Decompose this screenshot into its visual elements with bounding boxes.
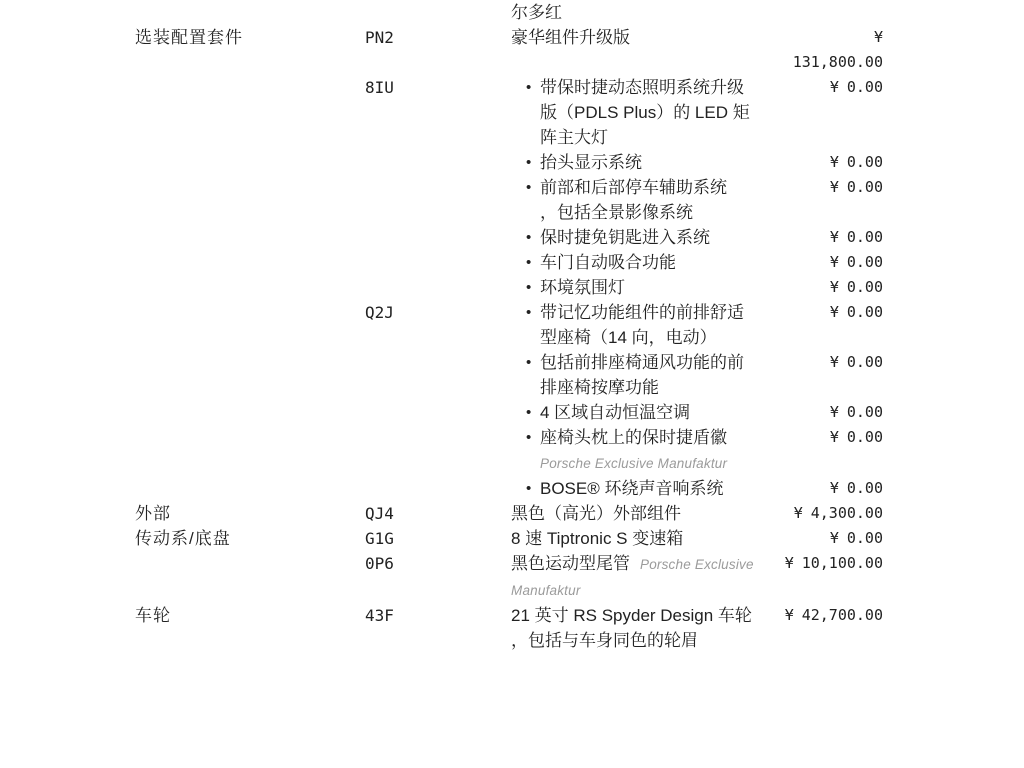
price-amount: 0.00 bbox=[846, 253, 883, 271]
currency-symbol: ¥ bbox=[829, 479, 839, 497]
currency-symbol: ¥ bbox=[784, 554, 794, 572]
price-cell bbox=[765, 225, 883, 250]
currency-symbol: ¥ bbox=[829, 178, 839, 196]
price-amount: 0.00 bbox=[846, 529, 883, 547]
price-cell bbox=[765, 476, 883, 501]
price-amount: 0.00 bbox=[846, 303, 883, 321]
description-text: BOSE® 环绕声音响系统 bbox=[540, 479, 724, 498]
description-line bbox=[511, 75, 765, 100]
category-cell bbox=[135, 350, 365, 400]
price-amount: 42,700.00 bbox=[801, 606, 883, 624]
description-text: 排座椅按摩功能 bbox=[540, 378, 659, 397]
bullet-icon: • bbox=[526, 154, 532, 171]
code-cell bbox=[365, 425, 511, 476]
description-line bbox=[511, 628, 765, 653]
description-line bbox=[511, 375, 765, 400]
price-amount: 0.00 bbox=[846, 78, 883, 96]
currency-symbol: ¥ bbox=[829, 303, 839, 321]
description-cell bbox=[511, 551, 765, 603]
description-cell bbox=[511, 501, 765, 526]
description-text: 21 英寸 RS Spyder Design 车轮 bbox=[511, 606, 752, 625]
category-cell bbox=[135, 425, 365, 476]
price-cell bbox=[765, 400, 883, 425]
category-cell bbox=[135, 175, 365, 225]
price-cell bbox=[765, 275, 883, 300]
description-line bbox=[511, 350, 765, 375]
config-row bbox=[135, 300, 883, 350]
code-cell bbox=[365, 175, 511, 225]
price-cell bbox=[765, 150, 883, 175]
description-line bbox=[511, 501, 765, 526]
config-row bbox=[135, 225, 883, 250]
bullet-icon: • bbox=[526, 179, 532, 196]
category-cell bbox=[135, 300, 365, 350]
price-cell bbox=[765, 175, 883, 225]
description-line bbox=[511, 400, 765, 425]
description-line bbox=[511, 325, 765, 350]
currency-symbol: ¥ bbox=[829, 403, 839, 421]
currency-symbol: ¥ bbox=[829, 353, 839, 371]
price-cell bbox=[765, 603, 883, 653]
price-amount: 0.00 bbox=[846, 428, 883, 446]
currency-symbol: ¥ bbox=[829, 278, 839, 296]
description-line bbox=[511, 476, 765, 501]
price-cell bbox=[765, 425, 883, 476]
description-text: 黑色运动型尾管 bbox=[511, 554, 630, 573]
note-line bbox=[511, 450, 765, 476]
description-line bbox=[511, 100, 765, 125]
bullet-icon: • bbox=[526, 404, 532, 421]
description-line bbox=[511, 225, 765, 250]
description-text: 车门自动吸合功能 bbox=[540, 253, 676, 272]
bullet-icon: • bbox=[526, 254, 532, 271]
config-row bbox=[135, 175, 883, 225]
price-cell bbox=[765, 250, 883, 275]
currency-symbol: ¥ bbox=[829, 78, 839, 96]
description-text: 型座椅（14 向，电动） bbox=[540, 328, 717, 347]
currency-symbol: ¥ bbox=[829, 228, 839, 246]
bullet-icon: • bbox=[526, 480, 532, 497]
code-cell: PN2 bbox=[365, 28, 394, 47]
description-cell bbox=[511, 175, 765, 225]
price-amount: 10,100.00 bbox=[801, 554, 883, 572]
description-text: 带记忆功能组件的前排舒适 bbox=[540, 303, 744, 322]
description-cell bbox=[511, 25, 765, 75]
price-amount: 0.00 bbox=[846, 153, 883, 171]
code-cell: Q2J bbox=[365, 303, 394, 322]
description-line bbox=[511, 150, 765, 175]
code-cell bbox=[365, 400, 511, 425]
description-line bbox=[511, 200, 765, 225]
price-cell bbox=[765, 75, 883, 150]
description-text: 包括前排座椅通风功能的前 bbox=[540, 353, 744, 372]
price-cell bbox=[765, 300, 883, 350]
price bbox=[781, 350, 883, 375]
description-text: 阵主大灯 bbox=[540, 128, 608, 147]
price-amount: 0.00 bbox=[846, 178, 883, 196]
description-line bbox=[511, 275, 765, 300]
price bbox=[781, 551, 883, 576]
price-cell bbox=[765, 25, 883, 75]
category-cell bbox=[135, 551, 365, 603]
price bbox=[781, 400, 883, 425]
description-cell bbox=[511, 476, 765, 501]
description-cell bbox=[511, 300, 765, 350]
price-cell bbox=[765, 526, 883, 551]
description-text: 版（PDLS Plus）的 LED 矩 bbox=[540, 103, 750, 122]
currency-symbol: ¥ bbox=[829, 529, 839, 547]
description-text: 带保时捷动态照明系统升级 bbox=[540, 78, 744, 97]
category-cell bbox=[135, 250, 365, 275]
description-cell bbox=[511, 425, 765, 476]
category-cell bbox=[135, 225, 365, 250]
config-row bbox=[135, 0, 883, 25]
description-text: 4 区域自动恒温空调 bbox=[540, 403, 691, 422]
price-cell bbox=[765, 501, 883, 526]
description-line bbox=[511, 425, 765, 450]
exclusive-manufaktur-note: Porsche Exclusive Manufaktur bbox=[511, 557, 754, 598]
description-text: ，包括与车身同色的轮眉 bbox=[511, 631, 698, 650]
category-cell: 选装配置套件 bbox=[135, 28, 243, 47]
price bbox=[781, 300, 883, 325]
bullet-icon: • bbox=[526, 304, 532, 321]
code-cell bbox=[365, 225, 511, 250]
config-row bbox=[135, 400, 883, 425]
config-row bbox=[135, 150, 883, 175]
price-amount: 0.00 bbox=[846, 403, 883, 421]
config-row bbox=[135, 476, 883, 501]
code-cell: 8IU bbox=[365, 78, 394, 97]
price bbox=[781, 275, 883, 300]
description-cell bbox=[511, 150, 765, 175]
description-line bbox=[511, 0, 765, 25]
price-cell bbox=[765, 551, 883, 603]
description-cell bbox=[511, 603, 765, 653]
code-cell bbox=[365, 0, 511, 25]
description-text: 环境氛围灯 bbox=[540, 278, 625, 297]
price bbox=[781, 250, 883, 275]
description-text: 尔多红 bbox=[511, 3, 562, 22]
bullet-icon: • bbox=[526, 79, 532, 96]
code-cell bbox=[365, 250, 511, 275]
price-amount: 4,300.00 bbox=[810, 504, 883, 522]
description-cell bbox=[511, 250, 765, 275]
description-line bbox=[511, 603, 765, 628]
price-amount: 0.00 bbox=[846, 228, 883, 246]
exclusive-manufaktur-note: Porsche Exclusive Manufaktur bbox=[540, 456, 728, 471]
category-cell: 传动系/底盘 bbox=[135, 529, 231, 548]
price-amount: 0.00 bbox=[846, 479, 883, 497]
price bbox=[781, 476, 883, 501]
category-cell bbox=[135, 476, 365, 501]
description-cell bbox=[511, 400, 765, 425]
config-row bbox=[135, 275, 883, 300]
price bbox=[781, 225, 883, 250]
price bbox=[781, 603, 883, 628]
code-cell bbox=[365, 275, 511, 300]
description-text: 豪华组件升级版 bbox=[511, 28, 630, 47]
currency-symbol: ¥ bbox=[784, 606, 794, 624]
description-cell bbox=[511, 225, 765, 250]
category-cell: 车轮 bbox=[135, 606, 171, 625]
price bbox=[781, 501, 883, 526]
description-line bbox=[511, 25, 765, 50]
document bbox=[135, 0, 883, 653]
price-amount: 131,800.00 bbox=[792, 53, 883, 71]
description-text: ，包括全景影像系统 bbox=[540, 203, 693, 222]
price-cell bbox=[765, 0, 883, 25]
category-cell: 外部 bbox=[135, 504, 171, 523]
description-cell bbox=[511, 75, 765, 150]
price bbox=[781, 175, 883, 200]
code-cell: 0P6 bbox=[365, 554, 394, 573]
config-row bbox=[135, 425, 883, 476]
category-cell bbox=[135, 275, 365, 300]
config-row bbox=[135, 350, 883, 400]
config-row bbox=[135, 501, 883, 526]
config-row bbox=[135, 25, 883, 75]
currency-symbol: ¥ bbox=[829, 253, 839, 271]
price-amount: 0.00 bbox=[846, 353, 883, 371]
bullet-icon: • bbox=[526, 279, 532, 296]
price bbox=[781, 425, 883, 450]
price bbox=[781, 75, 883, 100]
description-cell bbox=[511, 275, 765, 300]
description-text: 黑色（高光）外部组件 bbox=[511, 504, 681, 523]
description-line bbox=[511, 551, 765, 603]
code-cell: QJ4 bbox=[365, 504, 394, 523]
currency-symbol: ¥ bbox=[829, 428, 839, 446]
price bbox=[781, 526, 883, 551]
price-cell bbox=[765, 350, 883, 400]
config-row bbox=[135, 551, 883, 603]
code-cell bbox=[365, 476, 511, 501]
config-row bbox=[135, 526, 883, 551]
currency-symbol: ¥ bbox=[829, 153, 839, 171]
description-cell bbox=[511, 350, 765, 400]
currency-symbol: ¥ bbox=[873, 28, 883, 46]
config-row bbox=[135, 250, 883, 275]
category-cell bbox=[135, 0, 365, 25]
price bbox=[781, 150, 883, 175]
category-cell bbox=[135, 400, 365, 425]
price-amount: 0.00 bbox=[846, 278, 883, 296]
config-row bbox=[135, 75, 883, 150]
description-line bbox=[511, 526, 765, 551]
bullet-icon: • bbox=[526, 354, 532, 371]
currency-symbol: ¥ bbox=[793, 504, 803, 522]
bullet-icon: • bbox=[526, 429, 532, 446]
description-line bbox=[511, 300, 765, 325]
category-cell bbox=[135, 150, 365, 175]
description-line bbox=[511, 175, 765, 200]
description-text: 前部和后部停车辅助系统 bbox=[540, 178, 727, 197]
description-cell bbox=[511, 0, 765, 25]
config-row bbox=[135, 603, 883, 653]
code-cell: 43F bbox=[365, 606, 394, 625]
description-line bbox=[511, 250, 765, 275]
description-text: 抬头显示系统 bbox=[540, 153, 642, 172]
description-cell bbox=[511, 526, 765, 551]
bullet-icon: • bbox=[526, 229, 532, 246]
description-text: 保时捷免钥匙进入系统 bbox=[540, 228, 710, 247]
description-text: 座椅头枕上的保时捷盾徽 bbox=[540, 428, 727, 447]
code-cell: G1G bbox=[365, 529, 394, 548]
category-cell bbox=[135, 75, 365, 150]
code-cell bbox=[365, 350, 511, 400]
description-text: 8 速 Tiptronic S 变速箱 bbox=[511, 529, 684, 548]
description-line bbox=[511, 125, 765, 150]
price bbox=[781, 25, 883, 75]
code-cell bbox=[365, 150, 511, 175]
